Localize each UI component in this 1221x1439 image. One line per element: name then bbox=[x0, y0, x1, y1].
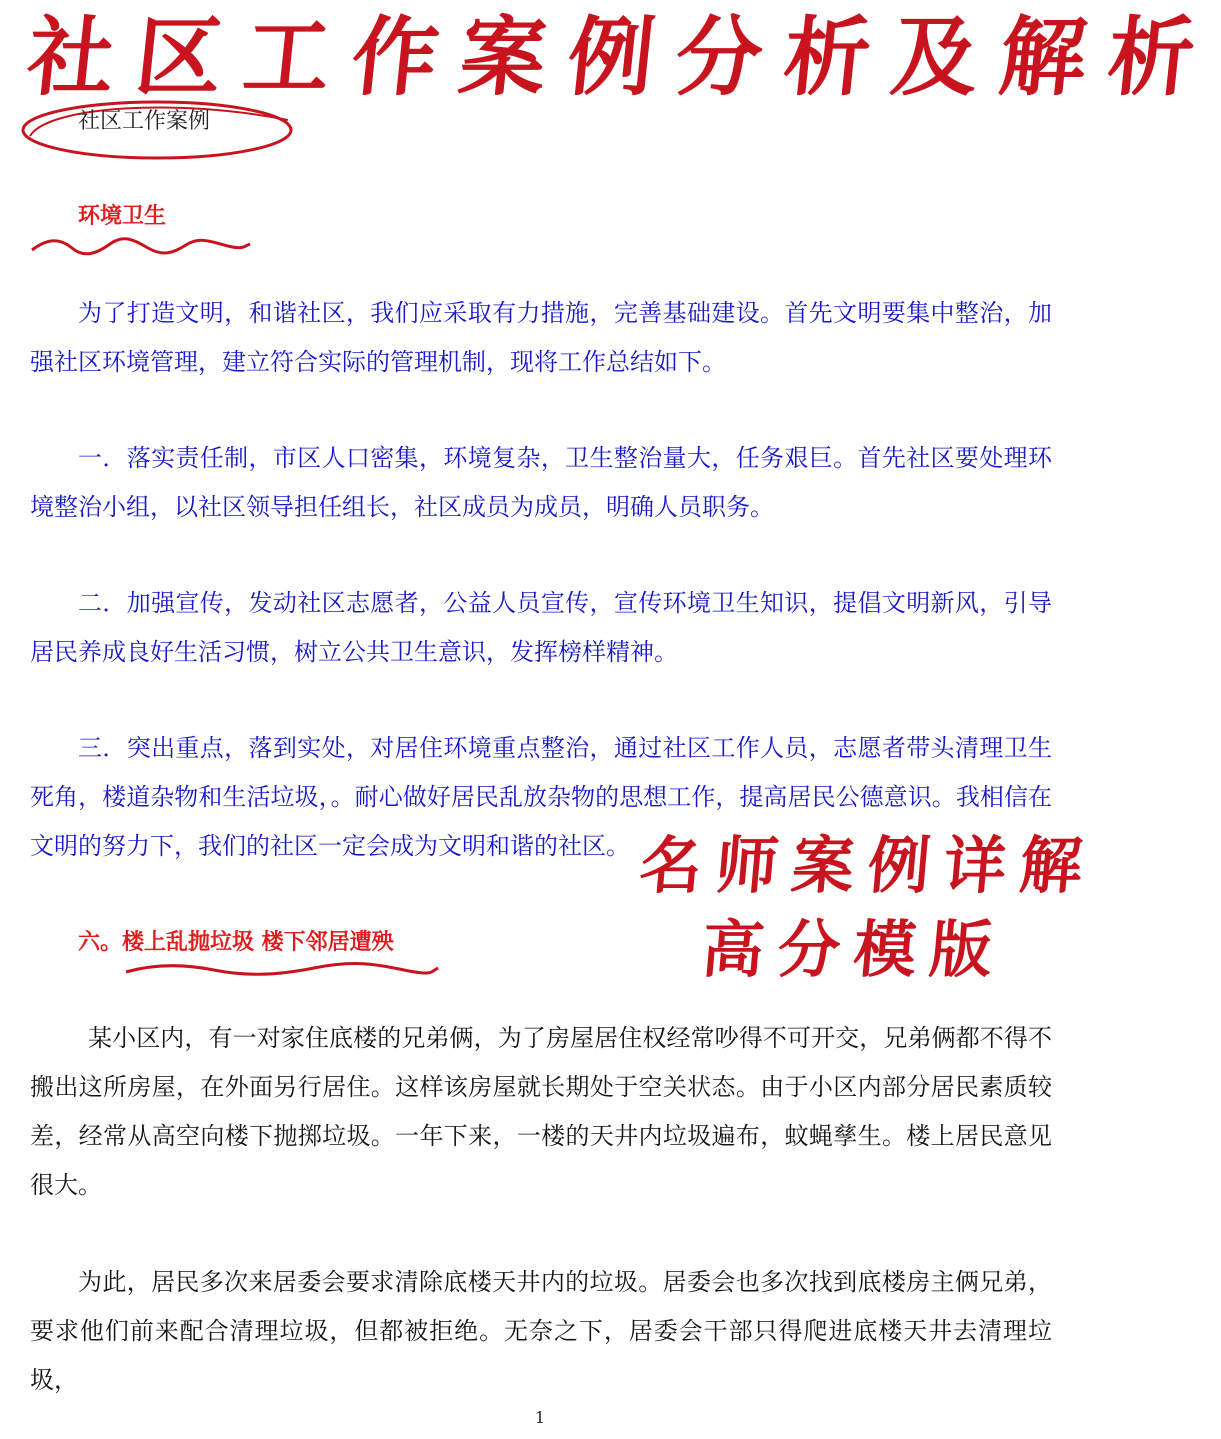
paragraph-point-three: 三．突出重点，落到实处，对居住环境重点整治，通过社区工作人员，志愿者带头清理卫生死角，楼道杂物和生活垃圾，。耐心做好居民乱放杂物的思想工作，提高居民公德意识。我相信在文明的努力下，我们的社区一定会成为文明和谐的社区。 bbox=[30, 734, 1052, 860]
promo-overlay-line1: 名师案例详解 bbox=[636, 829, 1100, 902]
section-heading-environment: 环境卫生 bbox=[78, 204, 167, 229]
paragraph-point-two: 二．加强宣传，发动社区志愿者，公益人员宣传，宣传环境卫生知识，提倡文明新风，引导居民养成良好生活习惯，树立公共卫生意识，发挥榜样精神。 bbox=[30, 589, 1052, 666]
heading-underline-wave bbox=[124, 960, 440, 980]
document-title: 社区工作案例分析及解析 bbox=[22, 7, 1221, 108]
promo-overlay-line2: 高分模版 bbox=[698, 913, 1010, 986]
paragraph-case-description: 某小区内，有一对家住底楼的兄弟俩，为了房屋居住权经常吵得不可开交，兄弟俩都不得不搬出这所房屋，在外面另行居住。这样该房屋就长期处于空关状态。由于小区内部分居民素质较差，经常从高空向楼下抛掷垃圾。一年下来，一楼的天井内垃圾遍布，蚊蝇孳生。楼上居民意见很大。 bbox=[30, 1024, 1052, 1199]
badge-label: 社区工作案例 bbox=[78, 109, 211, 134]
category-badge bbox=[18, 96, 296, 162]
paragraph-intro: 为了打造文明，和谐社区，我们应采取有力措施，完善基础建设。首先文明要集中整治，加强社区环境管理，建立符合实际的管理机制，现将工作总结如下。 bbox=[30, 299, 1052, 376]
section-heading-case-six: 六。楼上乱抛垃圾 楼下邻居遭殃 bbox=[78, 930, 394, 955]
heading-underline-wave bbox=[30, 236, 252, 256]
paragraph-point-one: 一．落实责任制，市区人口密集，环境复杂，卫生整治量大，任务艰巨。首先社区要处理环境整治小组，以社区领导担任组长，社区成员为成员，明确人员职务。 bbox=[30, 444, 1052, 521]
paragraph-case-followup: 为此，居民多次来居委会要求清除底楼天井内的垃圾。居委会也多次找到底楼房主俩兄弟，要求他们前来配合清理垃圾，但都被拒绝。无奈之下，居委会干部只得爬进底楼天井去清理垃圾， bbox=[30, 1268, 1052, 1394]
page-number: 1 bbox=[534, 1408, 546, 1427]
